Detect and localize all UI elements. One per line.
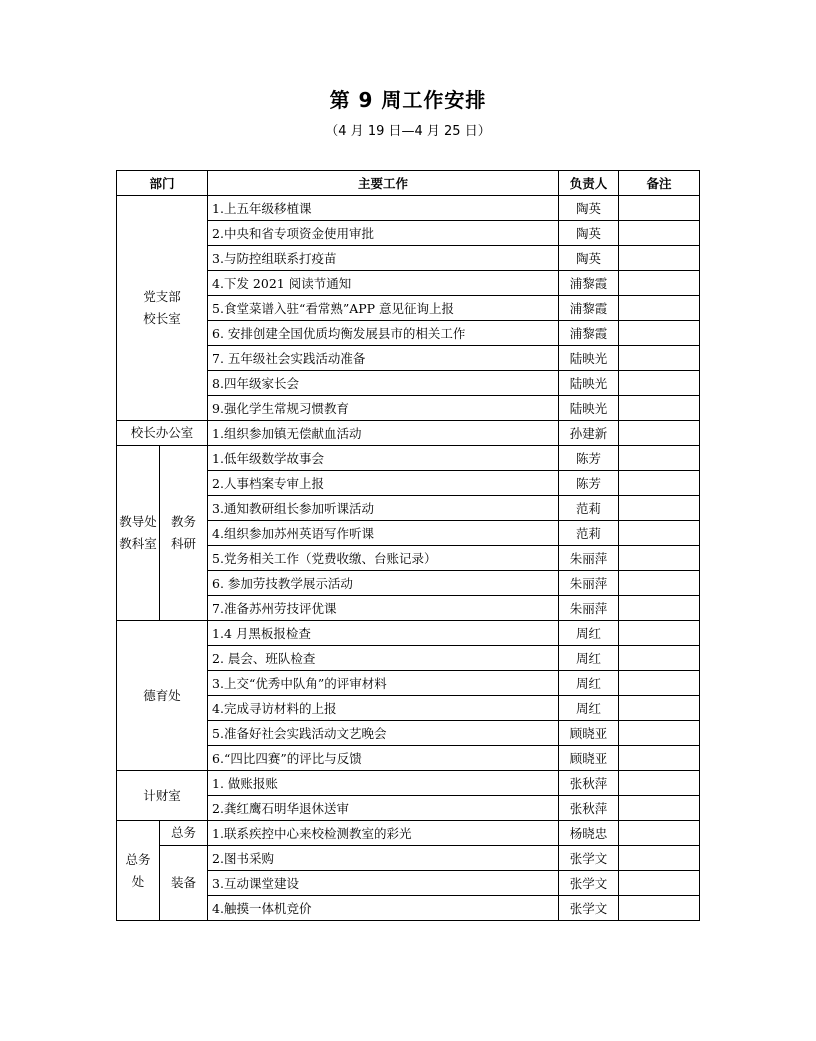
work-cell: 3.与防控组联系打疫苗 [208, 246, 559, 271]
person-cell: 范莉 [559, 521, 619, 546]
note-cell [619, 346, 700, 371]
note-cell [619, 846, 700, 871]
schedule-table [116, 170, 700, 921]
work-cell: 8.四年级家长会 [208, 371, 559, 396]
person-cell: 张学文 [559, 846, 619, 871]
note-cell [619, 871, 700, 896]
work-cell: 3.通知教研组长参加听课活动 [208, 496, 559, 521]
header-note: 备注 [619, 171, 700, 196]
person-cell: 张秋萍 [559, 796, 619, 821]
note-cell [619, 746, 700, 771]
person-cell: 浦黎霞 [559, 321, 619, 346]
work-cell: 1.组织参加镇无偿献血活动 [208, 421, 559, 446]
person-cell: 周红 [559, 646, 619, 671]
work-cell: 5.准备好社会实践活动文艺晚会 [208, 721, 559, 746]
table-header-row [117, 171, 700, 196]
work-cell: 9.强化学生常规习惯教育 [208, 396, 559, 421]
dept-label: 教科室 [119, 536, 157, 551]
person-cell: 浦黎霞 [559, 296, 619, 321]
person-cell: 陈芳 [559, 446, 619, 471]
person-cell: 朱丽萍 [559, 571, 619, 596]
person-cell: 杨晓忠 [559, 821, 619, 846]
person-cell: 张学文 [559, 896, 619, 921]
note-cell [619, 796, 700, 821]
dept-label: 教导处 [119, 514, 157, 529]
work-cell: 1.联系疾控中心来校检测教室的彩光 [208, 821, 559, 846]
note-cell [619, 321, 700, 346]
work-cell: 5.党务相关工作（党费收缴、台账记录） [208, 546, 559, 571]
work-cell: 1.4 月黑板报检查 [208, 621, 559, 646]
dept-label: 校长室 [143, 311, 181, 326]
note-cell [619, 896, 700, 921]
note-cell [619, 546, 700, 571]
person-cell: 陆映光 [559, 371, 619, 396]
person-cell: 陶英 [559, 196, 619, 221]
work-cell: 1.低年级数学故事会 [208, 446, 559, 471]
note-cell [619, 771, 700, 796]
work-cell: 6. 参加劳技教学展示活动 [208, 571, 559, 596]
header-person: 负责人 [559, 171, 619, 196]
work-cell: 5.食堂菜谱入驻“看常熟”APP 意见征询上报 [208, 296, 559, 321]
person-cell: 顾晓亚 [559, 746, 619, 771]
subdept-equipment: 装备 [160, 846, 208, 921]
note-cell [619, 471, 700, 496]
table-row [117, 421, 700, 446]
header-work: 主要工作 [208, 171, 559, 196]
work-cell: 7. 五年级社会实践活动准备 [208, 346, 559, 371]
dept-label: 处 [131, 873, 145, 889]
work-cell: 1. 做账报账 [208, 771, 559, 796]
table-row [117, 846, 700, 871]
dept-principal-office: 校长办公室 [117, 421, 208, 446]
person-cell: 陶英 [559, 246, 619, 271]
note-cell [619, 696, 700, 721]
person-cell: 朱丽萍 [559, 546, 619, 571]
note-cell [619, 221, 700, 246]
note-cell [619, 621, 700, 646]
page-title: 第 9 周工作安排 [329, 88, 487, 112]
table-row [117, 621, 700, 646]
note-cell [619, 446, 700, 471]
work-cell: 2.图书采购 [208, 846, 559, 871]
note-cell [619, 271, 700, 296]
person-cell: 陶英 [559, 221, 619, 246]
note-cell [619, 646, 700, 671]
person-cell: 张学文 [559, 871, 619, 896]
work-cell: 6.“四比四赛”的评比与反馈 [208, 746, 559, 771]
note-cell [619, 496, 700, 521]
work-cell: 3.上交“优秀中队角”的评审材料 [208, 671, 559, 696]
work-cell: 4.完成寻访材料的上报 [208, 696, 559, 721]
note-cell [619, 596, 700, 621]
work-cell: 2.龚红鹰石明华退休送审 [208, 796, 559, 821]
note-cell [619, 521, 700, 546]
note-cell [619, 246, 700, 271]
table-row [117, 196, 700, 221]
person-cell: 浦黎霞 [559, 271, 619, 296]
dept-teaching [117, 446, 160, 621]
work-cell: 2. 晨会、班队检查 [208, 646, 559, 671]
note-cell [619, 421, 700, 446]
person-cell: 陆映光 [559, 346, 619, 371]
person-cell: 范莉 [559, 496, 619, 521]
work-cell: 2.人事档案专审上报 [208, 471, 559, 496]
note-cell [619, 671, 700, 696]
subdept-label: 科研 [171, 536, 197, 551]
dept-label: 党支部 [143, 289, 181, 304]
table-row [117, 771, 700, 796]
dept-party [117, 196, 208, 421]
work-cell: 4.触摸一体机竞价 [208, 896, 559, 921]
table-row [117, 821, 700, 846]
person-cell: 朱丽萍 [559, 596, 619, 621]
work-cell: 3.互动课堂建设 [208, 871, 559, 896]
table-row [117, 446, 700, 471]
work-cell: 6. 安排创建全国优质均衡发展县市的相关工作 [208, 321, 559, 346]
note-cell [619, 571, 700, 596]
person-cell: 周红 [559, 696, 619, 721]
person-cell: 陈芳 [559, 471, 619, 496]
dept-moral: 德育处 [117, 621, 208, 771]
person-cell: 顾晓亚 [559, 721, 619, 746]
dept-general [117, 821, 160, 921]
note-cell [619, 296, 700, 321]
dept-label: 总务 [125, 851, 151, 867]
person-cell: 张秋萍 [559, 771, 619, 796]
work-cell: 2.中央和省专项资金使用审批 [208, 221, 559, 246]
work-cell: 7.准备苏州劳技评优课 [208, 596, 559, 621]
work-cell: 4.下发 2021 阅读节通知 [208, 271, 559, 296]
note-cell [619, 396, 700, 421]
person-cell: 周红 [559, 621, 619, 646]
note-cell [619, 196, 700, 221]
note-cell [619, 371, 700, 396]
subdept-general: 总务 [160, 821, 208, 846]
work-cell: 4.组织参加苏州英语写作听课 [208, 521, 559, 546]
person-cell: 陆映光 [559, 396, 619, 421]
subdept-academic [160, 446, 208, 621]
subdept-label: 教务 [171, 514, 197, 529]
header-dept: 部门 [117, 171, 208, 196]
note-cell [619, 821, 700, 846]
dept-finance: 计财室 [117, 771, 208, 821]
note-cell [619, 721, 700, 746]
work-cell: 1.上五年级移植课 [208, 196, 559, 221]
page-subtitle: （4 月 19 日—4 月 25 日） [325, 124, 491, 139]
person-cell: 周红 [559, 671, 619, 696]
person-cell: 孙建新 [559, 421, 619, 446]
